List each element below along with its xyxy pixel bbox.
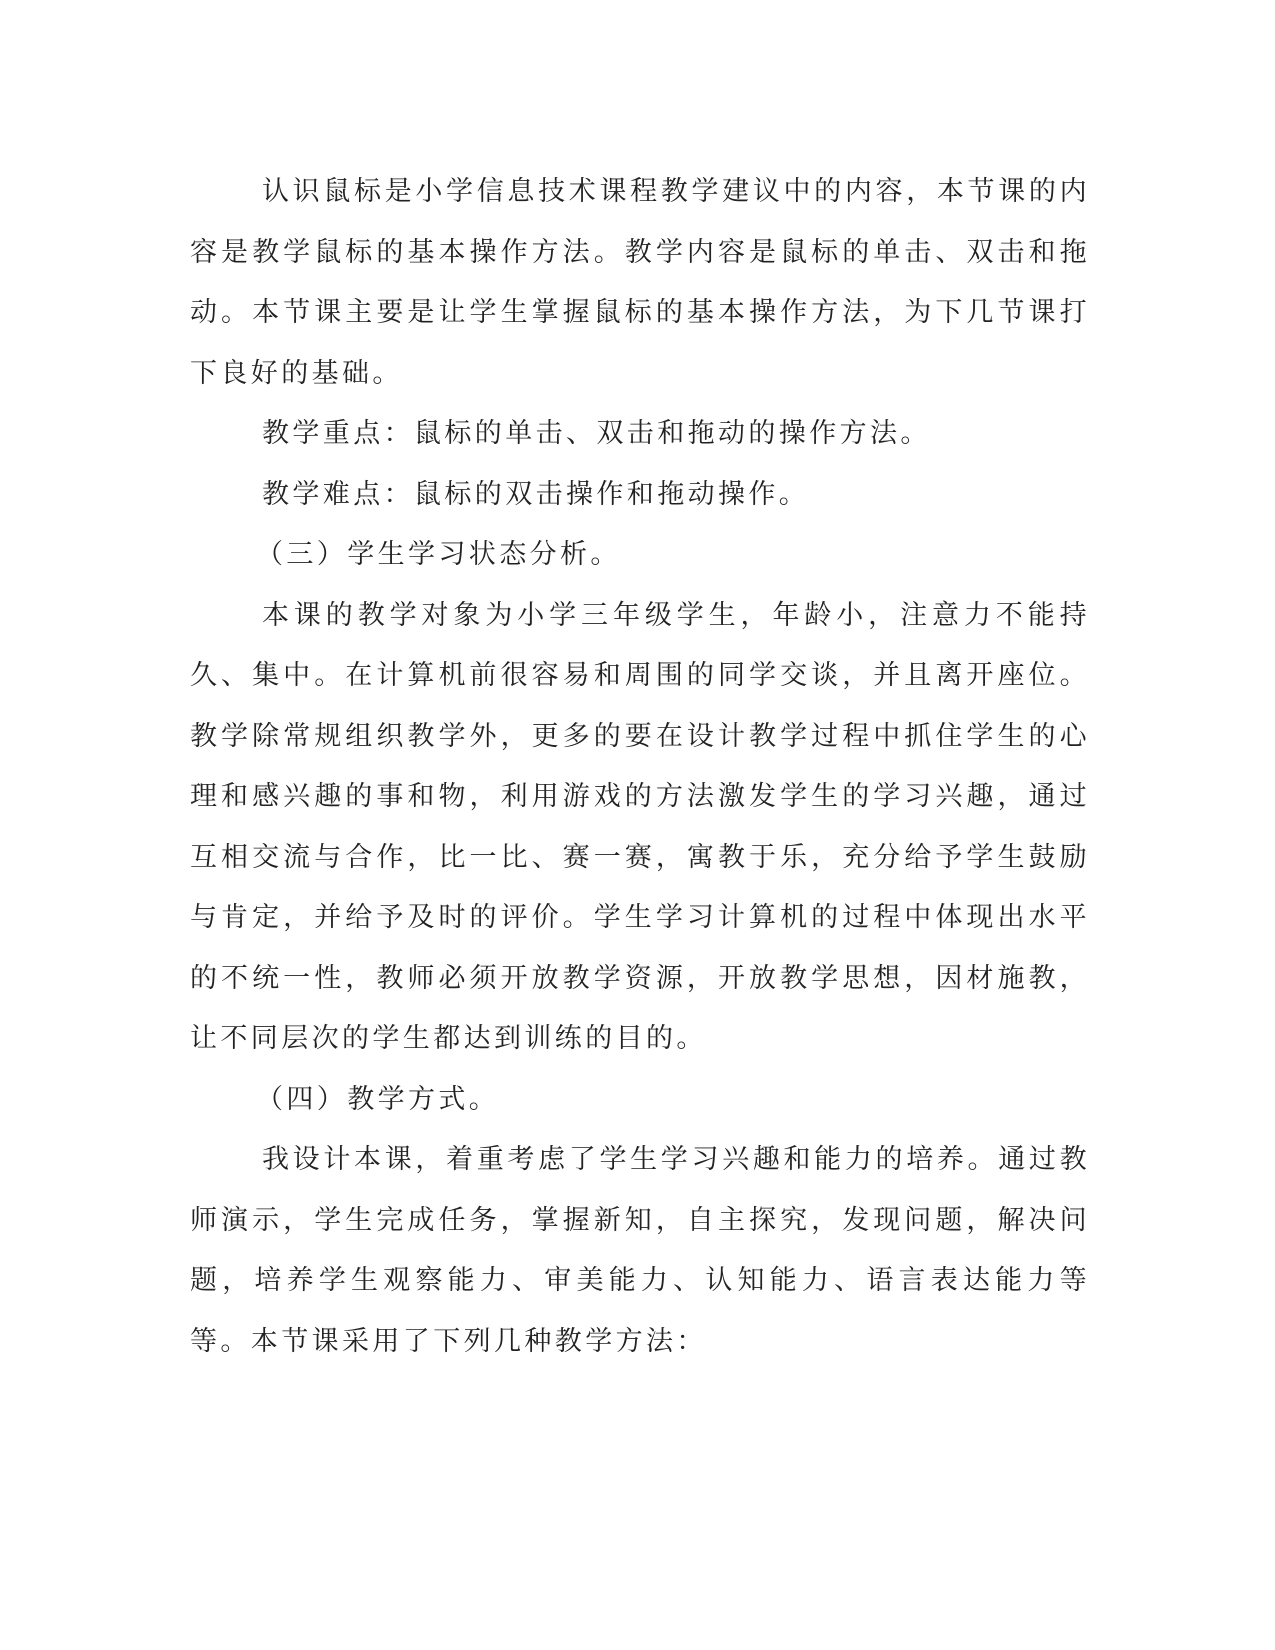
section-heading-teaching-method: （四）教学方式。	[256, 1083, 500, 1115]
paragraph-course-content: 认识鼠标是小学信息技术课程教学建议中的内容，本节课的内容是教学鼠标的基本操作方法。教学内容是鼠标的单击、双击和拖动。本节课主要是让学生掌握鼠标的基本操作方法，为下几节课打下良好的基础。	[190, 176, 1090, 389]
paragraph-student-analysis: 本课的教学对象为小学三年级学生，年龄小，注意力不能持久、集中。在计算机前很容易和周围的同学交谈，并且离开座位。教学除常规组织教学外，更多的要在设计教学过程中抓住学生的心理和感兴趣的事和物，利用游戏的方法激发学生的学习兴趣，通过互相交流与合作，比一比、赛一赛，寓教于乐，充分给予学生鼓励与肯定，并给予及时的评价。学生学习计算机的过程中体现出水平的不统一性，教师必须开放教学资源，开放教学思想，因材施教，让不同层次的学生都达到训练的目的。	[190, 599, 1090, 1054]
section-heading-student-analysis: （三）学生学习状态分析。	[256, 539, 621, 570]
paragraph-teaching-method: 我设计本课，着重考虑了学生学习兴趣和能力的培养。通过教师演示，学生完成任务，掌握新知，自主探究，发现问题，解决问题，培养学生观察能力、审美能力、认知能力、语言表达能力等等。本节课采用了下列几种教学方法：	[190, 1144, 1090, 1357]
document-body	[190, 162, 1090, 1372]
paragraph-teaching-focus: 教学重点：鼠标的单击、双击和拖动的操作方法。	[262, 418, 931, 449]
paragraph-teaching-difficulty: 教学难点：鼠标的双击操作和拖动操作。	[262, 478, 810, 510]
